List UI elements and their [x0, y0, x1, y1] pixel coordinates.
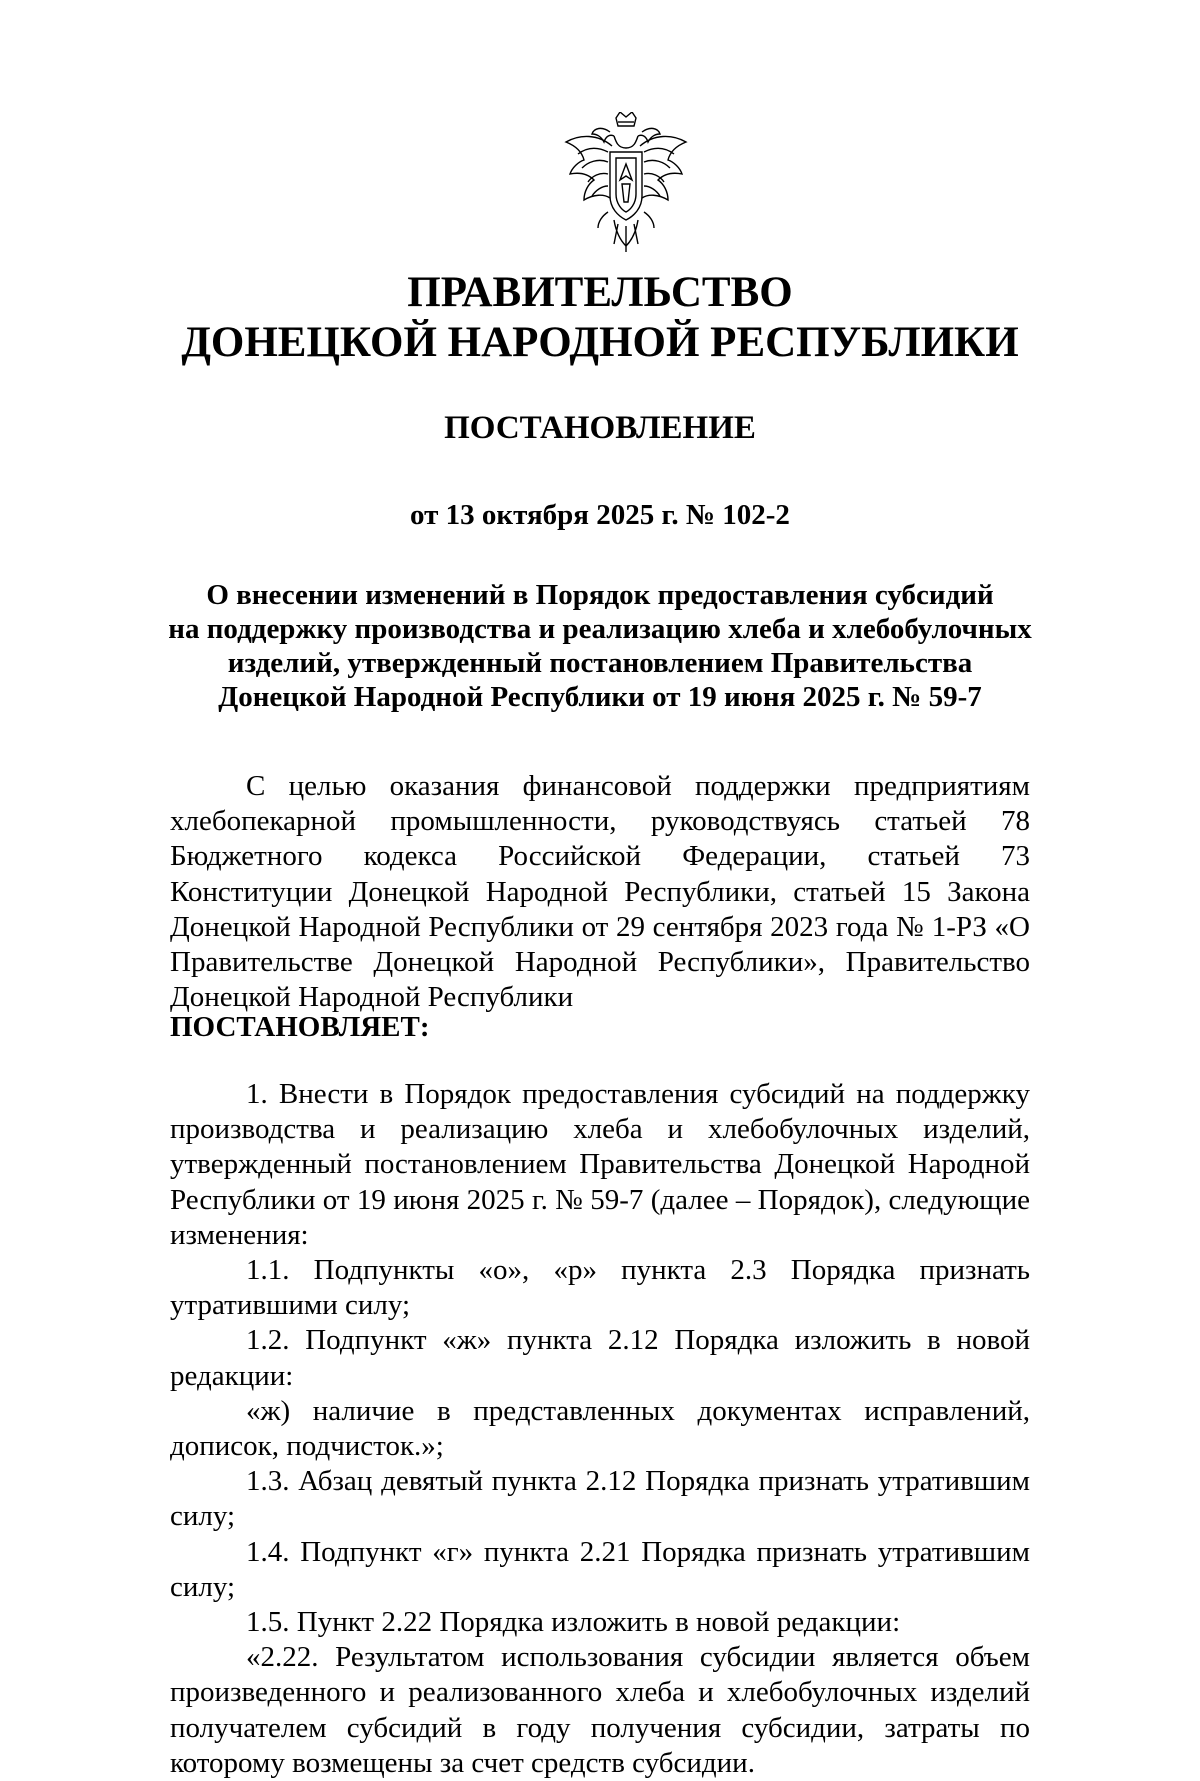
- resolves-heading: ПОСТАНОВЛЯЕТ:: [170, 1011, 430, 1043]
- government-title-line2: ДОНЕЦКОЙ НАРОДНОЙ РЕСПУБЛИКИ: [181, 319, 1019, 366]
- subject-line1: О внесении изменений в Порядок предоставления субсидий: [206, 579, 994, 611]
- subject-line4: Донецкой Народной Республики от 19 июня 2025 г. № 59-7: [218, 681, 982, 713]
- item-1-1: 1.1. Подпункты «о», «р» пункта 2.3 Порядка признать утратившими силу;: [170, 1254, 1030, 1322]
- subject-line2: на поддержку производства и реализацию хлеба и хлебобулочных: [168, 613, 1032, 645]
- coat-of-arms-emblem: [562, 112, 690, 264]
- document-date-number: от 13 октября 2025 г. № 102-2: [410, 499, 790, 531]
- item-1: 1. Внести в Порядок предоставления субсидий на поддержку производства и реализацию хлеба и хлебобулочных изделий, утвержденный постановлением Правительства Донецкой Народной Республики от 19 июня 2025 г. № 59-7 (далее – Порядок), следующие изменения:: [170, 1078, 1030, 1251]
- subject-line3: изделий, утвержденный постановлением Правительства: [227, 647, 973, 679]
- item-1-2: 1.2. Подпункт «ж» пункта 2.12 Порядка изложить в новой редакции:: [170, 1324, 1030, 1392]
- document-type: ПОСТАНОВЛЕНИЕ: [444, 410, 756, 446]
- item-1-2-text: «ж) наличие в представленных документах исправлений, дописок, подчисток.»;: [170, 1394, 1030, 1463]
- government-title-line1: ПРАВИТЕЛЬСТВО: [407, 269, 793, 316]
- government-title: [0, 268, 1200, 368]
- item-1-5-text: «2.22. Результатом использования субсидии является объем произведенного и реализованного хлеба и хлебобулочных изделий получателем субсидий в году получения субсидии, затраты по которому возмещены за счет средств субсидии.: [170, 1641, 1030, 1779]
- document-subject: [0, 578, 1200, 714]
- item-1-3: 1.3. Абзац девятый пункта 2.12 Порядка признать утратившим силу;: [170, 1465, 1030, 1533]
- preamble-paragraph: С целью оказания финансовой поддержки предприятиям хлебопекарной промышленности, руководствуясь статьей 78 Бюджетного кодекса Российской Федерации, статьей 73 Конституции Донецкой Народной Республики, статьей 15 Закона Донецкой Народной Республики от 29 сентября 2023 года № 1-РЗ «О Правительстве Донецкой Народной Республики», Правительство Донецкой Народной Республики: [170, 770, 1030, 1014]
- item-1-5: 1.5. Пункт 2.22 Порядка изложить в новой редакции:: [246, 1606, 901, 1639]
- item-1-4: 1.4. Подпункт «г» пункта 2.21 Порядка признать утратившим силу;: [170, 1535, 1030, 1603]
- resolution-items: [170, 1077, 1030, 1781]
- preamble: [170, 769, 1030, 1015]
